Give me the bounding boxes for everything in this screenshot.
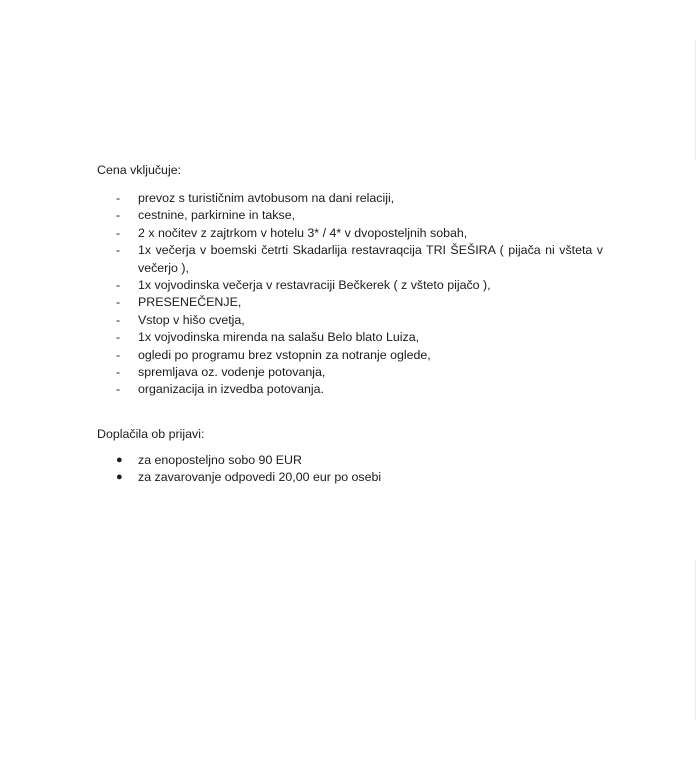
bullet-icon: ● — [116, 471, 123, 484]
dash-marker: - — [116, 347, 121, 362]
dash-marker: - — [116, 365, 121, 380]
list-item: - 1x vojvodinska večerja v restavraciji Bečkerek ( z všteto pijačo ), — [116, 277, 616, 294]
list-item: - 1x večerja v boemski četrti Skadarlija restavraqcija TRI ŠEŠIRA ( pijača ni všteta v večerjo ), — [116, 243, 603, 275]
dash-marker: - — [116, 278, 121, 293]
list-item: ● za zavarovanje odpovedi 20,00 eur po osebi — [116, 469, 616, 486]
dash-marker: - — [116, 295, 121, 310]
dash-marker: - — [116, 191, 121, 205]
list-item: ● za enoposteljno sobo 90 EUR — [116, 452, 616, 469]
included-list — [116, 190, 616, 399]
extras-list — [116, 452, 616, 487]
bullet-icon: ● — [116, 454, 123, 466]
list-item: - cestnine, parkirnine in takse, — [116, 207, 616, 224]
dash-marker: - — [116, 330, 121, 345]
list-item: - ogledi po programu brez vstopnin za notranje oglede, — [116, 347, 616, 364]
dash-marker: - — [116, 312, 121, 327]
list-item: - spremljava oz. vodenje potovanja, — [116, 364, 616, 381]
list-item: - 1x vojvodinska mirenda na salašu Belo blato Luiza, — [116, 329, 616, 346]
scan-edge-mark — [695, 560, 696, 720]
list-item: - prevoz s turističnim avtobusom na dani relaciji, — [116, 190, 616, 207]
dash-marker: - — [116, 208, 121, 223]
included-heading: Cena vključuje: — [97, 163, 182, 177]
dash-marker: - — [116, 225, 121, 240]
list-item: - 2 x nočitev z zajtrkom v hotelu 3* / 4* v dvoposteljnih sobah, — [116, 225, 616, 242]
scan-edge-mark — [695, 40, 696, 160]
list-item: - Vstop v hišo cvetja, — [116, 312, 616, 329]
extras-heading: Doplačila ob prijavi: — [97, 427, 205, 441]
dash-marker: - — [116, 382, 121, 397]
list-item: - organizacija in izvedba potovanja. — [116, 381, 616, 398]
list-item: - PRESENEČENJE, — [116, 294, 616, 311]
dash-marker: - — [116, 243, 121, 258]
